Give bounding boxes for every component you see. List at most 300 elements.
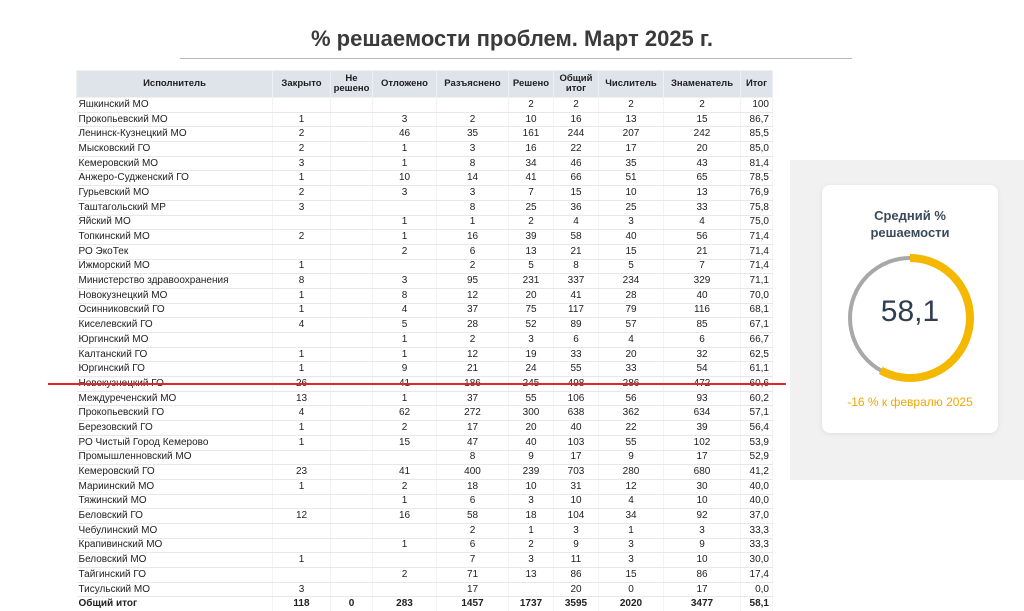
table-row	[77, 259, 773, 274]
numerator-cell: 40	[599, 230, 664, 245]
not-solved-cell	[331, 523, 373, 538]
solved-cell: 19	[509, 347, 554, 362]
not-solved-cell	[331, 465, 373, 480]
table-row	[77, 435, 773, 450]
kpi-title-line2: решаемости	[822, 224, 998, 241]
closed-cell: 118	[273, 597, 331, 611]
closed-cell	[273, 98, 331, 113]
table-row	[77, 274, 773, 289]
result-cell: 40,0	[741, 479, 773, 494]
executor-cell: Анжеро-Судженский ГО	[77, 171, 273, 186]
not-solved-cell	[331, 362, 373, 377]
solved-cell: 5	[509, 259, 554, 274]
not-solved-cell	[331, 186, 373, 201]
executor-cell: Березовский ГО	[77, 421, 273, 436]
numerator-cell: 79	[599, 303, 664, 318]
postponed-cell	[373, 523, 437, 538]
closed-cell	[273, 244, 331, 259]
postponed-cell	[373, 200, 437, 215]
solved-cell: 7	[509, 186, 554, 201]
not-solved-cell	[331, 347, 373, 362]
table-row	[77, 288, 773, 303]
executor-cell: Прокопьевский ГО	[77, 406, 273, 421]
table-row	[77, 318, 773, 333]
table-row	[77, 568, 773, 583]
executor-cell: Мариинский МО	[77, 479, 273, 494]
executor-cell: Министерство здравоохранения	[77, 274, 273, 289]
col-header-solved: Решено	[509, 71, 554, 98]
closed-cell: 3	[273, 156, 331, 171]
table-row	[77, 450, 773, 465]
explained-cell: 12	[437, 288, 509, 303]
denominator-cell: 85	[664, 318, 741, 333]
not-solved-cell	[331, 333, 373, 348]
numerator-cell: 20	[599, 347, 664, 362]
executor-cell: Кемеровский МО	[77, 156, 273, 171]
numerator-cell: 0	[599, 582, 664, 597]
table-row	[77, 215, 773, 230]
executor-cell: Яшкинский МО	[77, 98, 273, 113]
solved-cell: 9	[509, 450, 554, 465]
executor-cell: Общий итог	[77, 597, 273, 611]
executor-cell: Междуреченский МО	[77, 391, 273, 406]
col-header-explained: Разъяснено	[437, 71, 509, 98]
executor-cell: Киселевский ГО	[77, 318, 273, 333]
executor-cell: Осинниковский ГО	[77, 303, 273, 318]
executor-cell: Крапивинский МО	[77, 538, 273, 553]
grand-total-cell: 22	[554, 142, 599, 157]
postponed-cell: 1	[373, 215, 437, 230]
numerator-cell: 55	[599, 435, 664, 450]
grand-total-cell: 10	[554, 494, 599, 509]
not-solved-cell	[331, 288, 373, 303]
closed-cell: 2	[273, 186, 331, 201]
explained-cell: 58	[437, 509, 509, 524]
result-cell: 58,1	[741, 597, 773, 611]
result-cell: 40,0	[741, 494, 773, 509]
solved-cell: 2	[509, 215, 554, 230]
result-cell: 70,0	[741, 288, 773, 303]
results-table	[76, 70, 773, 611]
not-solved-cell	[331, 230, 373, 245]
numerator-cell: 207	[599, 127, 664, 142]
table-row	[77, 171, 773, 186]
solved-cell: 3	[509, 553, 554, 568]
explained-cell: 21	[437, 362, 509, 377]
closed-cell	[273, 538, 331, 553]
numerator-cell: 3	[599, 553, 664, 568]
closed-cell: 1	[273, 171, 331, 186]
denominator-cell: 680	[664, 465, 741, 480]
executor-cell: Чебулинский МО	[77, 523, 273, 538]
numerator-cell: 13	[599, 112, 664, 127]
denominator-cell: 4	[664, 215, 741, 230]
explained-cell: 1457	[437, 597, 509, 611]
solved-cell: 40	[509, 435, 554, 450]
solved-cell: 34	[509, 156, 554, 171]
solved-cell: 10	[509, 479, 554, 494]
closed-cell	[273, 494, 331, 509]
executor-cell: Тяжинский МО	[77, 494, 273, 509]
numerator-cell: 3	[599, 215, 664, 230]
grand-total-cell: 89	[554, 318, 599, 333]
result-cell: 53,9	[741, 435, 773, 450]
solved-cell: 2	[509, 538, 554, 553]
grand-total-cell: 8	[554, 259, 599, 274]
table-row	[77, 421, 773, 436]
postponed-cell: 3	[373, 112, 437, 127]
numerator-cell: 2	[599, 98, 664, 113]
grand-total-cell: 16	[554, 112, 599, 127]
result-cell: 81,4	[741, 156, 773, 171]
page-title: % решаемости проблем. Март 2025 г.	[0, 26, 1024, 52]
kpi-title-line1: Средний %	[822, 207, 998, 224]
col-header-result: Итог	[741, 71, 773, 98]
table-row	[77, 98, 773, 113]
grand-total-cell: 36	[554, 200, 599, 215]
grand-total-cell: 703	[554, 465, 599, 480]
not-solved-cell	[331, 509, 373, 524]
solved-cell: 20	[509, 421, 554, 436]
result-cell: 41,2	[741, 465, 773, 480]
result-cell: 76,9	[741, 186, 773, 201]
col-header-numerator: Числитель	[599, 71, 664, 98]
postponed-cell: 4	[373, 303, 437, 318]
closed-cell	[273, 568, 331, 583]
postponed-cell: 1	[373, 494, 437, 509]
numerator-cell: 1	[599, 523, 664, 538]
executor-cell: Тайгинский ГО	[77, 568, 273, 583]
executor-cell: Промышленновский МО	[77, 450, 273, 465]
not-solved-cell	[331, 435, 373, 450]
numerator-cell: 56	[599, 391, 664, 406]
denominator-cell: 92	[664, 509, 741, 524]
grand-total-cell: 40	[554, 421, 599, 436]
executor-cell: Прокопьевский МО	[77, 112, 273, 127]
numerator-cell: 17	[599, 142, 664, 157]
closed-cell: 4	[273, 318, 331, 333]
denominator-cell: 43	[664, 156, 741, 171]
result-cell: 85,5	[741, 127, 773, 142]
denominator-cell: 40	[664, 288, 741, 303]
denominator-cell: 54	[664, 362, 741, 377]
explained-cell: 2	[437, 523, 509, 538]
executor-cell: Тисульский МО	[77, 582, 273, 597]
solved-cell: 300	[509, 406, 554, 421]
solved-cell: 24	[509, 362, 554, 377]
denominator-cell: 21	[664, 244, 741, 259]
closed-cell	[273, 523, 331, 538]
solved-cell: 2	[509, 98, 554, 113]
numerator-cell: 234	[599, 274, 664, 289]
table-row	[77, 494, 773, 509]
grand-total-cell: 58	[554, 230, 599, 245]
postponed-cell: 283	[373, 597, 437, 611]
denominator-cell: 17	[664, 582, 741, 597]
result-cell: 30,0	[741, 553, 773, 568]
postponed-cell: 46	[373, 127, 437, 142]
solved-cell: 239	[509, 465, 554, 480]
postponed-cell: 2	[373, 479, 437, 494]
numerator-cell: 2020	[599, 597, 664, 611]
postponed-cell: 1	[373, 391, 437, 406]
solved-cell: 39	[509, 230, 554, 245]
closed-cell: 1	[273, 479, 331, 494]
executor-cell: Беловский МО	[77, 553, 273, 568]
executor-cell: РО ЭкоТек	[77, 244, 273, 259]
denominator-cell: 10	[664, 494, 741, 509]
closed-cell	[273, 450, 331, 465]
numerator-cell: 28	[599, 288, 664, 303]
grand-total-cell: 2	[554, 98, 599, 113]
result-cell: 71,4	[741, 244, 773, 259]
grand-total-cell: 55	[554, 362, 599, 377]
result-cell: 56,4	[741, 421, 773, 436]
explained-cell: 400	[437, 465, 509, 480]
postponed-cell: 10	[373, 171, 437, 186]
postponed-cell	[373, 259, 437, 274]
grand-total-cell: 638	[554, 406, 599, 421]
result-cell: 52,9	[741, 450, 773, 465]
explained-cell: 2	[437, 112, 509, 127]
solved-cell: 1	[509, 523, 554, 538]
executor-cell: Юргинский МО	[77, 333, 273, 348]
result-cell: 33,3	[741, 538, 773, 553]
executor-cell: Ленинск-Кузнецкий МО	[77, 127, 273, 142]
denominator-cell: 33	[664, 200, 741, 215]
executor-cell: Мысковский ГО	[77, 142, 273, 157]
col-header-closed: Закрыто	[273, 71, 331, 98]
denominator-cell: 116	[664, 303, 741, 318]
table-row	[77, 479, 773, 494]
table-total-row	[77, 597, 773, 611]
closed-cell: 1	[273, 303, 331, 318]
explained-cell: 95	[437, 274, 509, 289]
numerator-cell: 4	[599, 494, 664, 509]
solved-cell: 75	[509, 303, 554, 318]
numerator-cell: 51	[599, 171, 664, 186]
table-row	[77, 391, 773, 406]
table-row	[77, 582, 773, 597]
table-row	[77, 406, 773, 421]
explained-cell: 12	[437, 347, 509, 362]
postponed-cell: 62	[373, 406, 437, 421]
not-solved-cell	[331, 215, 373, 230]
solved-cell: 16	[509, 142, 554, 157]
postponed-cell: 1	[373, 142, 437, 157]
result-cell: 0,0	[741, 582, 773, 597]
closed-cell: 8	[273, 274, 331, 289]
denominator-cell: 634	[664, 406, 741, 421]
denominator-cell: 329	[664, 274, 741, 289]
executor-cell: Калтанский ГО	[77, 347, 273, 362]
not-solved-cell	[331, 142, 373, 157]
kpi-value: 58,1	[844, 295, 976, 329]
result-cell: 62,5	[741, 347, 773, 362]
closed-cell: 2	[273, 230, 331, 245]
denominator-cell: 20	[664, 142, 741, 157]
explained-cell: 35	[437, 127, 509, 142]
closed-cell: 1	[273, 553, 331, 568]
numerator-cell: 15	[599, 244, 664, 259]
postponed-cell: 15	[373, 435, 437, 450]
explained-cell	[437, 98, 509, 113]
result-cell: 78,5	[741, 171, 773, 186]
solved-cell: 52	[509, 318, 554, 333]
not-solved-cell	[331, 553, 373, 568]
result-cell: 71,1	[741, 274, 773, 289]
closed-cell: 2	[273, 142, 331, 157]
result-cell: 86,7	[741, 112, 773, 127]
numerator-cell: 35	[599, 156, 664, 171]
solved-cell: 25	[509, 200, 554, 215]
grand-total-cell: 21	[554, 244, 599, 259]
closed-cell: 1	[273, 112, 331, 127]
table-row	[77, 333, 773, 348]
result-cell: 85,0	[741, 142, 773, 157]
kpi-gauge	[844, 252, 976, 384]
numerator-cell: 57	[599, 318, 664, 333]
explained-cell: 6	[437, 244, 509, 259]
numerator-cell: 22	[599, 421, 664, 436]
grand-total-cell: 31	[554, 479, 599, 494]
result-cell: 66,7	[741, 333, 773, 348]
grand-total-cell: 66	[554, 171, 599, 186]
solved-cell: 55	[509, 391, 554, 406]
grand-total-cell: 46	[554, 156, 599, 171]
not-solved-cell	[331, 421, 373, 436]
closed-cell: 4	[273, 406, 331, 421]
grand-total-cell: 104	[554, 509, 599, 524]
not-solved-cell	[331, 568, 373, 583]
table-row	[77, 509, 773, 524]
numerator-cell: 4	[599, 333, 664, 348]
postponed-cell	[373, 582, 437, 597]
numerator-cell: 5	[599, 259, 664, 274]
explained-cell: 37	[437, 391, 509, 406]
grand-total-cell: 103	[554, 435, 599, 450]
not-solved-cell	[331, 303, 373, 318]
not-solved-cell	[331, 112, 373, 127]
solved-cell: 161	[509, 127, 554, 142]
denominator-cell: 3	[664, 523, 741, 538]
not-solved-cell	[331, 244, 373, 259]
executor-cell: Гурьевский МО	[77, 186, 273, 201]
explained-cell: 7	[437, 553, 509, 568]
grand-total-cell: 11	[554, 553, 599, 568]
postponed-cell: 2	[373, 421, 437, 436]
kpi-card	[822, 185, 998, 433]
denominator-cell: 65	[664, 171, 741, 186]
not-solved-cell	[331, 200, 373, 215]
numerator-cell: 15	[599, 568, 664, 583]
closed-cell: 1	[273, 362, 331, 377]
executor-cell: Кемеровский ГО	[77, 465, 273, 480]
executor-cell: Юргинский ГО	[77, 362, 273, 377]
numerator-cell: 25	[599, 200, 664, 215]
denominator-cell: 2	[664, 98, 741, 113]
explained-cell: 17	[437, 421, 509, 436]
denominator-cell: 39	[664, 421, 741, 436]
not-solved-cell	[331, 259, 373, 274]
grand-total-cell: 86	[554, 568, 599, 583]
not-solved-cell	[331, 406, 373, 421]
grand-total-cell: 6	[554, 333, 599, 348]
postponed-cell: 2	[373, 244, 437, 259]
grand-total-cell: 41	[554, 288, 599, 303]
table-row	[77, 523, 773, 538]
closed-cell: 1	[273, 347, 331, 362]
table-row	[77, 347, 773, 362]
denominator-cell: 17	[664, 450, 741, 465]
numerator-cell: 3	[599, 538, 664, 553]
solved-cell: 1737	[509, 597, 554, 611]
denominator-cell: 10	[664, 553, 741, 568]
numerator-cell: 280	[599, 465, 664, 480]
grand-total-cell: 33	[554, 347, 599, 362]
closed-cell: 3	[273, 582, 331, 597]
table-row	[77, 200, 773, 215]
postponed-cell	[373, 98, 437, 113]
table-body	[77, 98, 773, 611]
explained-cell: 3	[437, 142, 509, 157]
closed-cell: 1	[273, 288, 331, 303]
not-solved-cell	[331, 98, 373, 113]
postponed-cell: 2	[373, 568, 437, 583]
numerator-cell: 10	[599, 186, 664, 201]
executor-cell: Беловский ГО	[77, 509, 273, 524]
result-cell: 67,1	[741, 318, 773, 333]
col-header-postponed: Отложено	[373, 71, 437, 98]
postponed-cell: 1	[373, 230, 437, 245]
not-solved-cell	[331, 318, 373, 333]
explained-cell: 71	[437, 568, 509, 583]
not-solved-cell: 0	[331, 597, 373, 611]
executor-cell: Топкинский МО	[77, 230, 273, 245]
table-row	[77, 127, 773, 142]
numerator-cell: 9	[599, 450, 664, 465]
denominator-cell: 32	[664, 347, 741, 362]
result-cell: 33,3	[741, 523, 773, 538]
numerator-cell: 34	[599, 509, 664, 524]
closed-cell: 23	[273, 465, 331, 480]
postponed-cell: 3	[373, 274, 437, 289]
col-header-denominator: Знаменатель	[664, 71, 741, 98]
postponed-cell: 5	[373, 318, 437, 333]
explained-cell: 18	[437, 479, 509, 494]
grand-total-cell: 337	[554, 274, 599, 289]
table-header-row	[77, 71, 773, 98]
grand-total-cell: 106	[554, 391, 599, 406]
explained-cell: 37	[437, 303, 509, 318]
result-cell: 60,2	[741, 391, 773, 406]
executor-cell: РО Чистый Город Кемерово	[77, 435, 273, 450]
solved-cell: 231	[509, 274, 554, 289]
denominator-cell: 93	[664, 391, 741, 406]
table-row	[77, 538, 773, 553]
solved-cell: 3	[509, 494, 554, 509]
result-cell: 37,0	[741, 509, 773, 524]
col-header-executor: Исполнитель	[77, 71, 273, 98]
postponed-cell: 3	[373, 186, 437, 201]
table-row	[77, 186, 773, 201]
closed-cell: 1	[273, 259, 331, 274]
grand-total-cell: 244	[554, 127, 599, 142]
col-header-grand-total: Общий итог	[554, 71, 599, 98]
explained-cell: 3	[437, 186, 509, 201]
not-solved-cell	[331, 127, 373, 142]
kpi-change-note: -16 % к февралю 2025	[822, 395, 998, 409]
